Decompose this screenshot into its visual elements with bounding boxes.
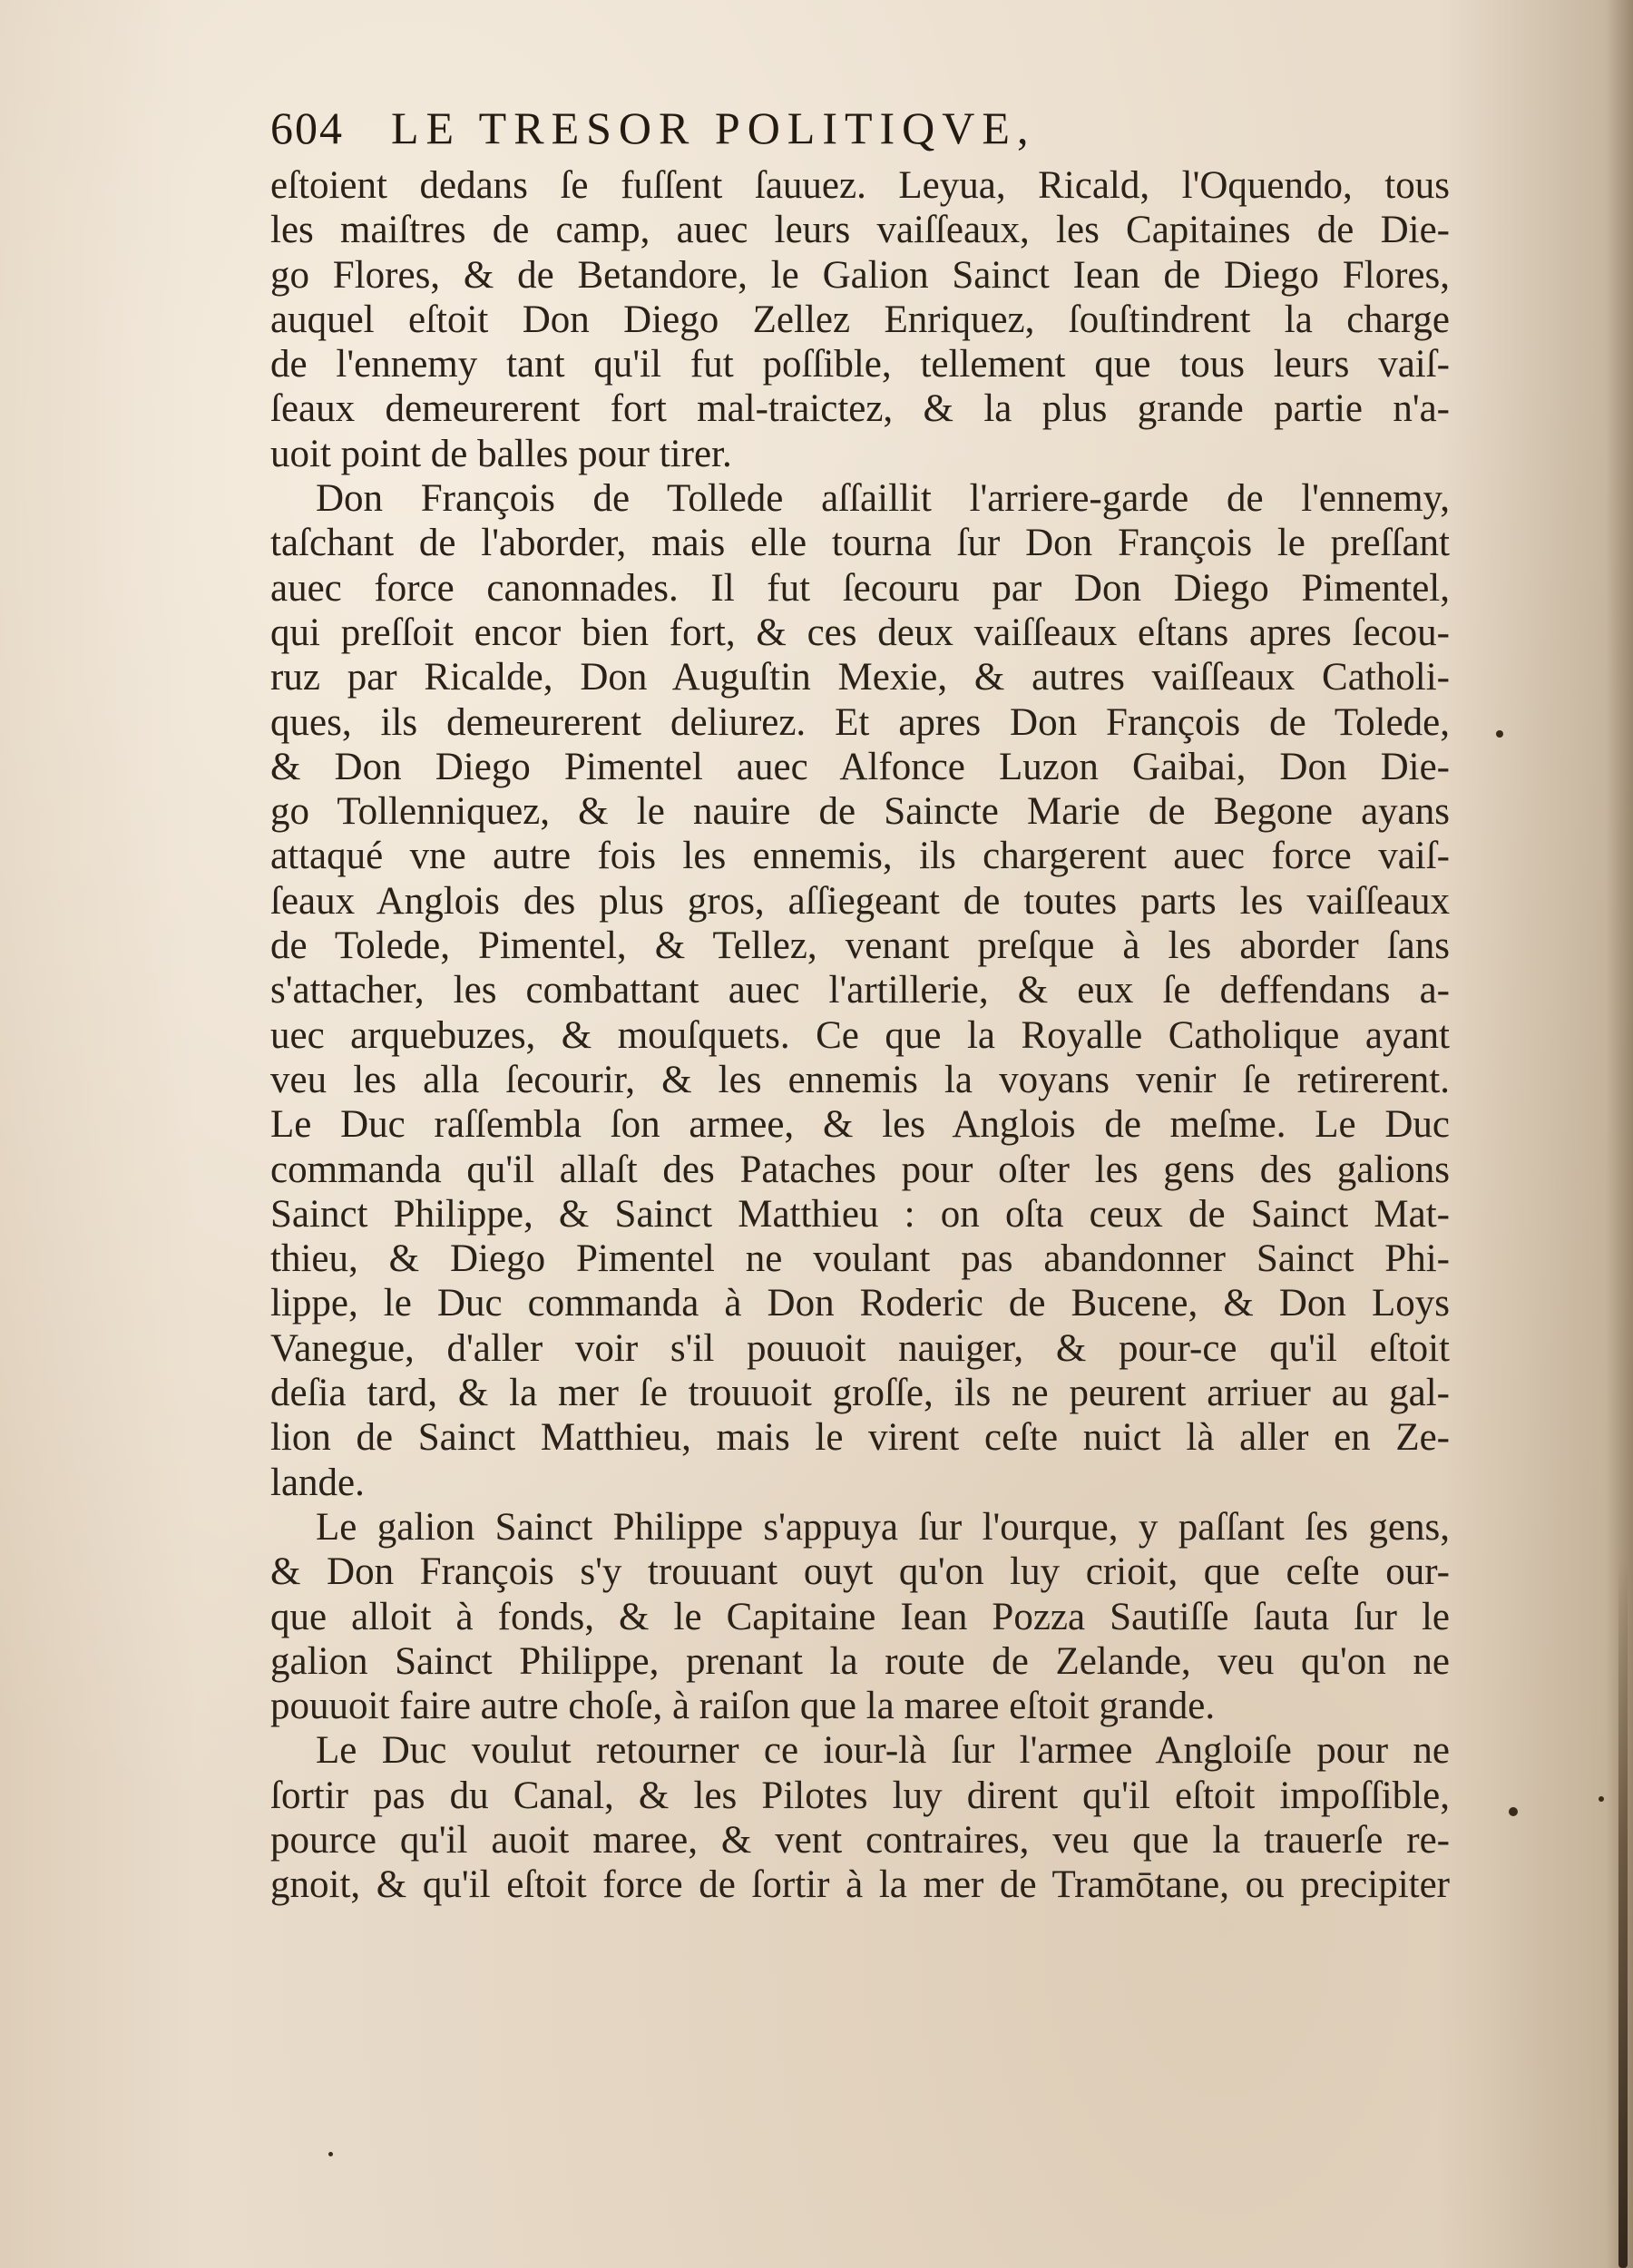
ink-speck (1599, 1796, 1604, 1802)
text-line: qui preſſoit encor bien fort, & ces deux vaiſſeaux eſtans apres ſecou- (270, 611, 1450, 654)
text-line: lande. (270, 1461, 365, 1504)
running-header (270, 102, 1450, 165)
text-line: Sainct Philippe, & Sainct Matthieu : on oſta ceux de Sainct Mat- (270, 1192, 1450, 1236)
text-line: gnoit, & qu'il eſtoit force de ſortir à la mer de Tramōtane, ou precipiter (270, 1863, 1450, 1907)
text-line: lippe, le Duc commanda à Don Roderic de Bucene, & Don Loys (270, 1282, 1450, 1325)
text-line: & Don François s'y trouuant ouyt qu'on luy crioit, que ceſte our- (270, 1550, 1450, 1594)
text-line: ſeaux demeurerent fort mal-traictez, & la plus grande partie n'a- (270, 387, 1450, 431)
text-line: Vanegue, d'aller voir s'il pouuoit nauiger, & pour-ce qu'il eſtoit (270, 1326, 1450, 1370)
text-line: go Flores, & de Betandore, le Galion Sainct Iean de Diego Flores, (270, 253, 1450, 297)
text-line: auec force canonnades. Il fut ſecouru par Don Diego Pimentel, (270, 566, 1450, 610)
text-line: thieu, & Diego Pimentel ne voulant pas abandonner Sainct Phi- (270, 1237, 1450, 1281)
text-line: Le galion Sainct Philippe s'appuya ſur l'ourque, y paſſant ſes gens, (316, 1505, 1450, 1549)
text-line: lion de Sainct Matthieu, mais le virent ceſte nuict là aller en Ze- (270, 1416, 1450, 1460)
text-line: de Tolede, Pimentel, & Tellez, venant preſque à les aborder ſans (270, 924, 1450, 968)
text-line: Don François de Tollede aſſaillit l'arriere-garde de l'ennemy, (316, 477, 1450, 521)
page-number: 604 (270, 103, 344, 153)
text-line: commanda qu'il allaſt des Pataches pour oſter les gens des galions (270, 1148, 1450, 1191)
text-line: go Tollenniquez, & le nauire de Saincte Marie de Begone ayans (270, 790, 1450, 834)
text-line: Le Duc raſſembla ſon armee, & les Anglois de meſme. Le Duc (270, 1103, 1450, 1147)
text-line: s'attacher, les combattant auec l'artillerie, & eux ſe deffendans a- (270, 969, 1450, 1012)
text-line: ſeaux Anglois des plus gros, aſſiegeant de toutes parts les vaiſſeaux (270, 879, 1450, 923)
running-title: LE TRESOR POLITIQVE, (391, 103, 1036, 153)
text-line: pource qu'il auoit maree, & vent contraires, veu que la trauerſe re- (270, 1818, 1450, 1862)
text-line: & Don Diego Pimentel auec Alfonce Luzon Gaibai, Don Die- (270, 745, 1450, 788)
text-line: ques, ils demeurerent deliurez. Et apres Don François de Tolede, (270, 700, 1450, 744)
text-line: deſia tard, & la mer ſe trouuoit groſſe, ils ne peurent arriuer au gal- (270, 1372, 1450, 1415)
text-line: ſortir pas du Canal, & les Pilotes luy dirent qu'il eſtoit impoſſible, (270, 1774, 1450, 1817)
text-line: que alloit à fonds, & le Capitaine Iean Pozza Sautiſſe ſauta ſur le (270, 1595, 1450, 1638)
ink-speck (328, 2152, 333, 2156)
text-line: de l'ennemy tant qu'il fut poſſible, tellement que tous leurs vaiſ- (270, 343, 1450, 386)
text-line: les maiſtres de camp, auec leurs vaiſſeaux, les Capitaines de Die- (270, 209, 1450, 252)
text-line: uoit point de balles pour tirer. (270, 432, 732, 475)
text-line: ruz par Ricalde, Don Auguſtin Mexie, & autres vaiſſeaux Catholi- (270, 656, 1450, 699)
text-line: galion Sainct Philippe, prenant la route de Zelande, veu qu'on ne (270, 1639, 1450, 1683)
text-line: veu les alla ſecourir, & les ennemis la voyans venir ſe retirerent. (270, 1058, 1450, 1101)
text-line: uec arquebuzes, & mouſquets. Ce que la Royalle Catholique ayant (270, 1013, 1450, 1057)
body-text (270, 163, 1450, 1908)
text-line: pouuoit faire autre choſe, à raiſon que la maree eſtoit grande. (270, 1685, 1216, 1728)
text-line: auquel eſtoit Don Diego Zellez Enriquez, ſouſtindrent la charge (270, 298, 1450, 341)
text-line: eſtoient dedans ſe fuſſent ſauuez. Leyua, Ricald, l'Oquendo, tous (270, 164, 1450, 207)
ink-speck (1496, 730, 1503, 738)
ink-speck (1509, 1807, 1518, 1816)
text-line: taſchant de l'aborder, mais elle tourna ſur Don François le preſſant (270, 522, 1450, 565)
text-line: attaqué vne autre fois les ennemis, ils chargerent auec force vaiſ- (270, 835, 1450, 878)
text-line: Le Duc voulut retourner ce iour-là ſur l'armee Angloiſe pour ne (316, 1729, 1450, 1773)
page-edge-stain (1618, 1560, 1628, 2268)
